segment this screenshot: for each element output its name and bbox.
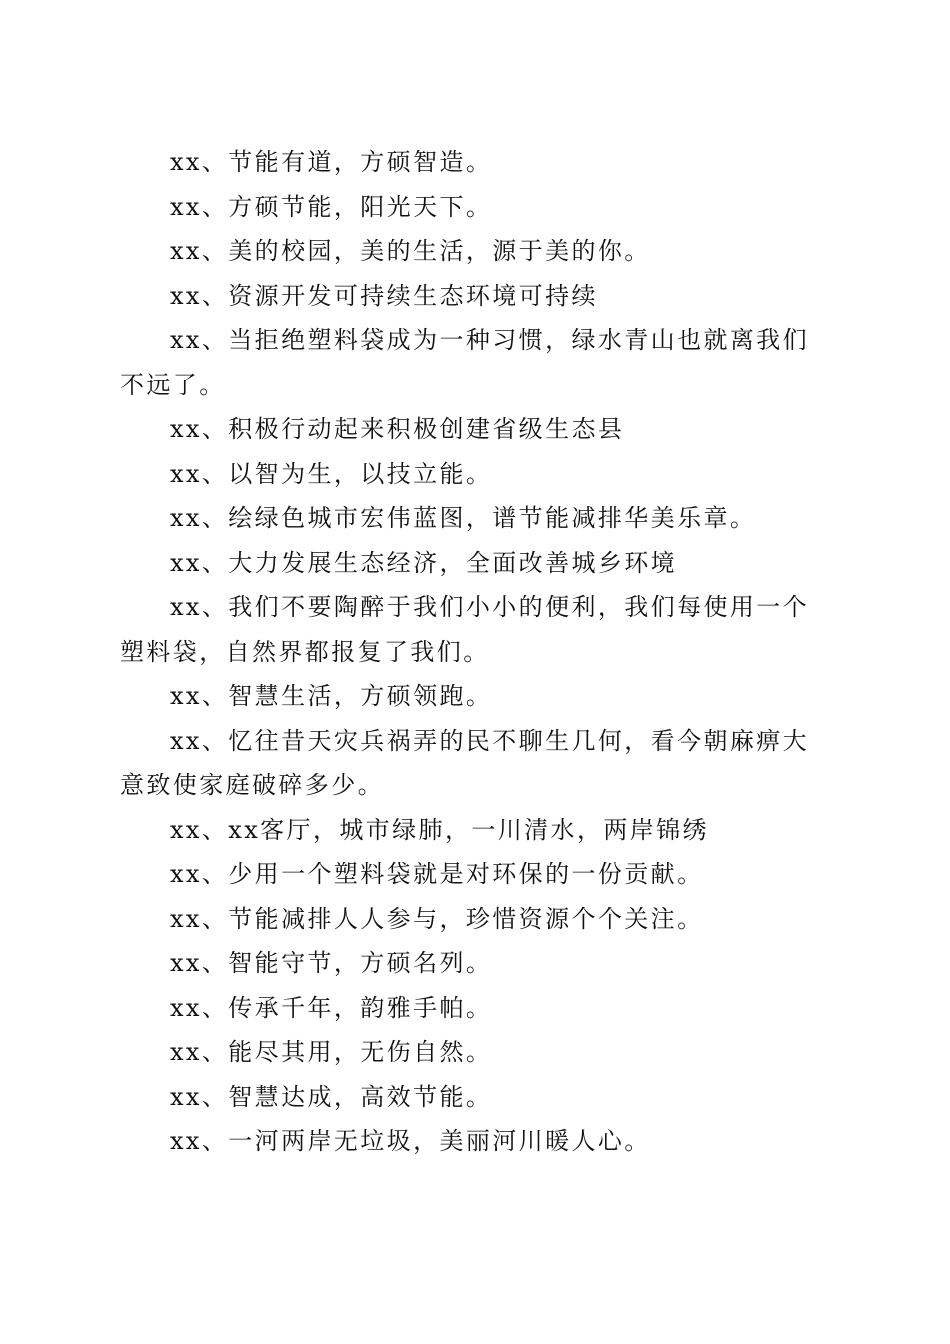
document-body [120,140,830,1164]
paragraph: xx、智慧生活，方硕领跑。 [170,682,493,710]
paragraph: xx、美的校园，美的生活，源于美的你。 [170,237,651,265]
paragraph: xx、智慧达成，高效节能。 [170,1082,493,1111]
paragraph: xx、当拒绝塑料袋成为一种习惯，绿水青山也就离我们不远了。 [120,326,810,399]
paragraph: xx、绘绿色城市宏伟蓝图，谱节能减排华美乐章。 [170,504,757,532]
paragraph: xx、我们不要陶醉于我们小小的便利，我们每使用一个塑料袋，自然界都报复了我们。 [120,593,810,666]
paragraph: xx、能尽其用，无伤自然。 [170,1038,493,1066]
paragraph: xx、积极行动起来积极创建省级生态县 [170,415,625,443]
paragraph: xx、节能有道，方硕智造。 [170,148,493,176]
paragraph: xx、节能减排人人参与，珍惜资源个个关注。 [170,904,704,933]
paragraph: xx、大力发展生态经济，全面改善城乡环境 [170,548,678,577]
paragraph: xx、方硕节能，阳光天下。 [170,192,493,221]
paragraph: xx、一河两岸无垃圾，美丽河川暖人心。 [170,1127,651,1155]
paragraph: xx、传承千年，韵雅手帕。 [170,993,493,1022]
paragraph: xx、少用一个塑料袋就是对环保的一份贡献。 [170,860,704,888]
paragraph: xx、xx客厅，城市绿肺，一川清水，两岸锦绣 [170,815,709,844]
paragraph: xx、以智为生，以技立能。 [170,459,493,488]
paragraph: xx、资源开发可持续生态环境可持续 [170,281,598,310]
paragraph: xx、智能守节，方硕名列。 [170,949,493,977]
paragraph: xx、忆往昔天灾兵祸弄的民不聊生几何，看今朝麻痹大意致使家庭破碎多少。 [120,726,810,799]
